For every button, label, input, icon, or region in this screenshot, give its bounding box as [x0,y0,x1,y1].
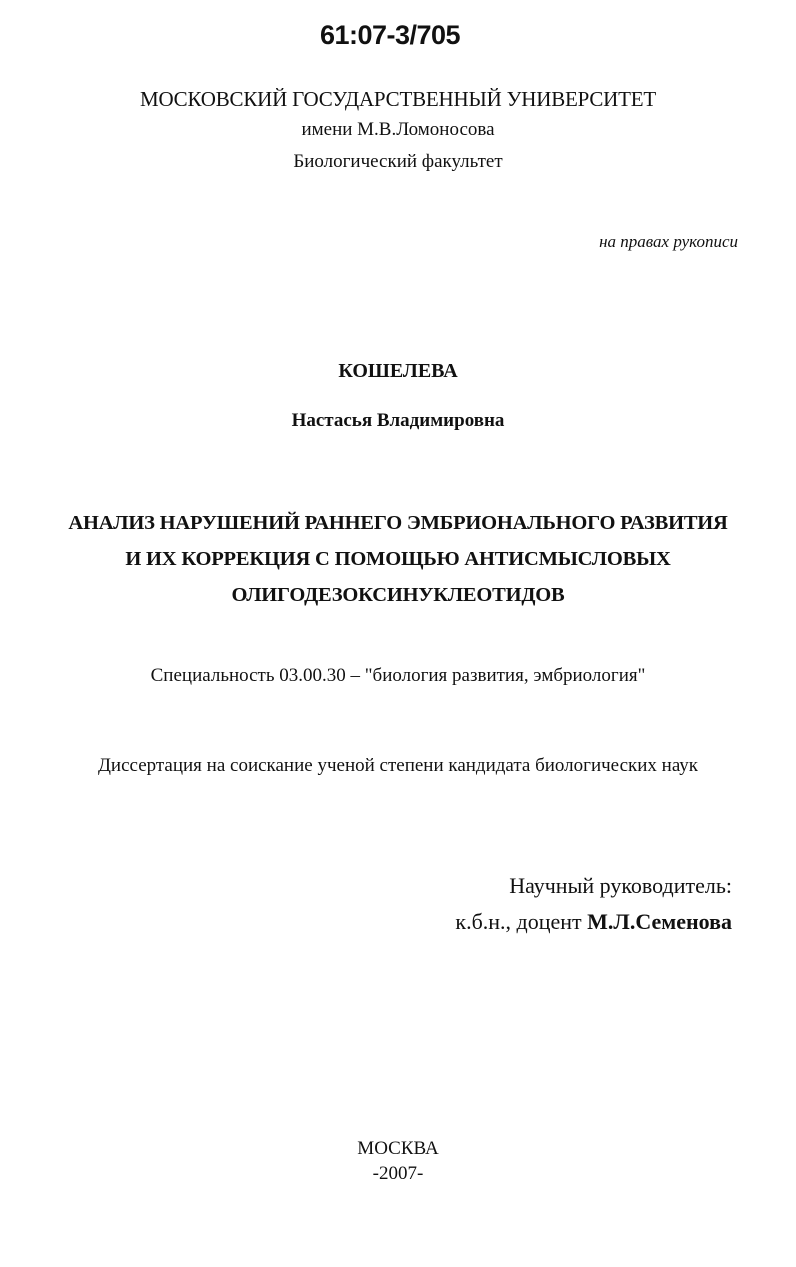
manuscript-rights-note: на правах рукописи [599,232,738,251]
specialty-line: Специальность 03.00.30 – "биология развития, эмбриология" [150,665,646,686]
catalog-code: 61:07-3/705 [319,20,461,50]
dissertation-type: Диссертация на соискание ученой степени кандидата биологических наук [97,755,699,776]
supervisor-title: к.б.н., доцент [455,909,588,934]
university-named-after: имени М.В.Ломоносова [301,119,495,140]
dissertation-title [0,505,796,613]
author-given-names: Настасья Владимировна [291,410,505,431]
university-name: МОСКОВСКИЙ ГОСУДАРСТВЕННЫЙ УНИВЕРСИТЕТ [139,87,657,111]
title-line: И ИХ КОРРЕКЦИЯ С ПОМОЩЬЮ АНТИСМЫСЛОВЫХ [125,548,671,570]
faculty-name: Биологический факультет [293,151,503,172]
city: МОСКВА [357,1138,439,1159]
title-line: АНАЛИЗ НАРУШЕНИЙ РАННЕГО ЭМБРИОНАЛЬНОГО РАЗВИТИЯ [68,512,728,534]
supervisor-line [455,909,732,935]
author-surname: КОШЕЛЕВА [338,360,458,382]
title-line: ОЛИГОДЕЗОКСИНУКЛЕОТИДОВ [231,584,565,606]
supervisor-label: Научный руководитель: [509,873,732,898]
supervisor-name: М.Л.Семенова [587,909,732,934]
year: -2007- [372,1163,424,1184]
